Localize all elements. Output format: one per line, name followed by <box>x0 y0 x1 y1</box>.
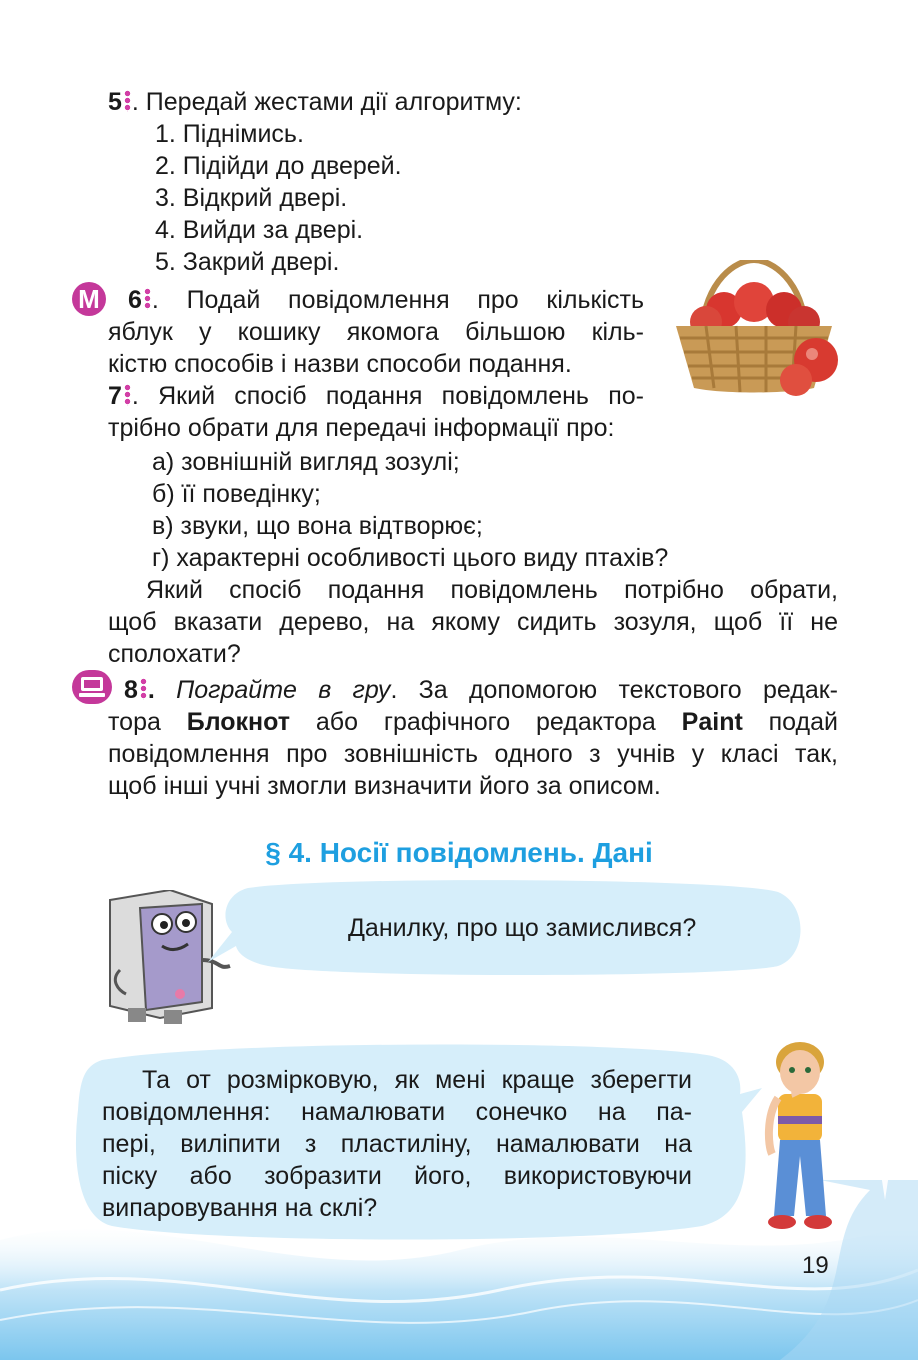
task6-line: кістю способів і назви способи подання. <box>108 350 572 378</box>
dialog-line: випаровування на склі? <box>102 1194 378 1222</box>
list-item: 4. Вийди за двері. <box>155 216 364 244</box>
task7-line <box>108 380 644 412</box>
task8-line: 8 . Пограйте в гру. За допомогою текстового редак- <box>124 676 838 704</box>
page-number: 19 <box>802 1252 829 1279</box>
task7-extra: щоб вказати дерево, на якому сидить зозуля, щоб її не <box>108 608 838 636</box>
task5-title <box>108 86 522 118</box>
list-item: 3. Відкрий двері. <box>155 184 348 212</box>
dialog-line: Та от розмірковую, як мені краще зберегти <box>142 1066 692 1094</box>
asterisk-icon <box>123 384 132 406</box>
dialog-line: піску або зобразити його, використовуючи <box>102 1162 692 1190</box>
task6-line: яблук у кошику якомога більшою кіль- <box>108 318 644 346</box>
task7-line: трібно обрати для передачі інформації про: <box>108 414 615 442</box>
task-text: тора <box>108 708 187 736</box>
task-number: 8 <box>124 676 138 704</box>
list-item: 2. Підійди до дверей. <box>155 152 402 180</box>
asterisk-icon <box>143 288 152 310</box>
task8-line: повідомлення про зовнішність одного з учнів у класі так, <box>108 740 838 768</box>
sparkle-decoration <box>860 1140 910 1200</box>
list-item: г) характерні особливості цього виду птахів? <box>152 544 669 572</box>
computer-icon <box>79 676 105 698</box>
dialog-line: повідомлення: намалювати сонечко на па- <box>102 1098 692 1126</box>
task8-line <box>108 706 838 738</box>
task-text: . Передай жестами дії алгоритму: <box>131 88 522 116</box>
apple-basket-illustration <box>666 260 842 398</box>
asterisk-icon <box>139 678 148 700</box>
list-item: 1. Піднімись. <box>155 120 304 148</box>
task-text: . Подай повідомлення про кількість <box>151 286 644 314</box>
dialog-line: пері, виліпити з пластиліну, намалювати на <box>102 1130 692 1158</box>
task7-extra: Який спосіб подання повідомлень потрібно обрати, <box>146 576 838 604</box>
list-item: 5. Закрий двері. <box>155 248 340 276</box>
task-text: . Який спосіб подання повідомлень по- <box>131 382 644 410</box>
list-item: а) зовнішній вигляд зозулі; <box>152 448 460 476</box>
task-text: подай <box>742 708 838 736</box>
task-number: 5 <box>108 88 122 116</box>
boy-character-illustration <box>752 1036 848 1234</box>
task6-line <box>128 284 644 316</box>
task-italic: Пограйте в гру <box>176 676 391 704</box>
method-badge: М <box>72 282 106 316</box>
program-name: Блокнот <box>186 708 291 736</box>
computer-badge <box>72 670 112 704</box>
task-number: 6 <box>128 286 142 314</box>
dialog-line: Данилку, про що замислився? <box>348 914 697 942</box>
program-name: Paint <box>681 708 743 736</box>
asterisk-icon <box>123 90 132 112</box>
task-text: . За допомогою текстового редак- <box>390 676 838 704</box>
task7-extra: сполохати? <box>108 640 241 668</box>
section-heading: § 4. Носії повідомлень. Дані <box>265 837 653 868</box>
task-number: 7 <box>108 382 122 410</box>
list-item: в) звуки, що вона відтворює; <box>152 512 483 540</box>
list-item: б) її поведінку; <box>152 480 321 508</box>
task-text: або графічного редактора <box>290 708 682 736</box>
task8-line: щоб інші учні змогли визначити його за описом. <box>108 772 661 800</box>
